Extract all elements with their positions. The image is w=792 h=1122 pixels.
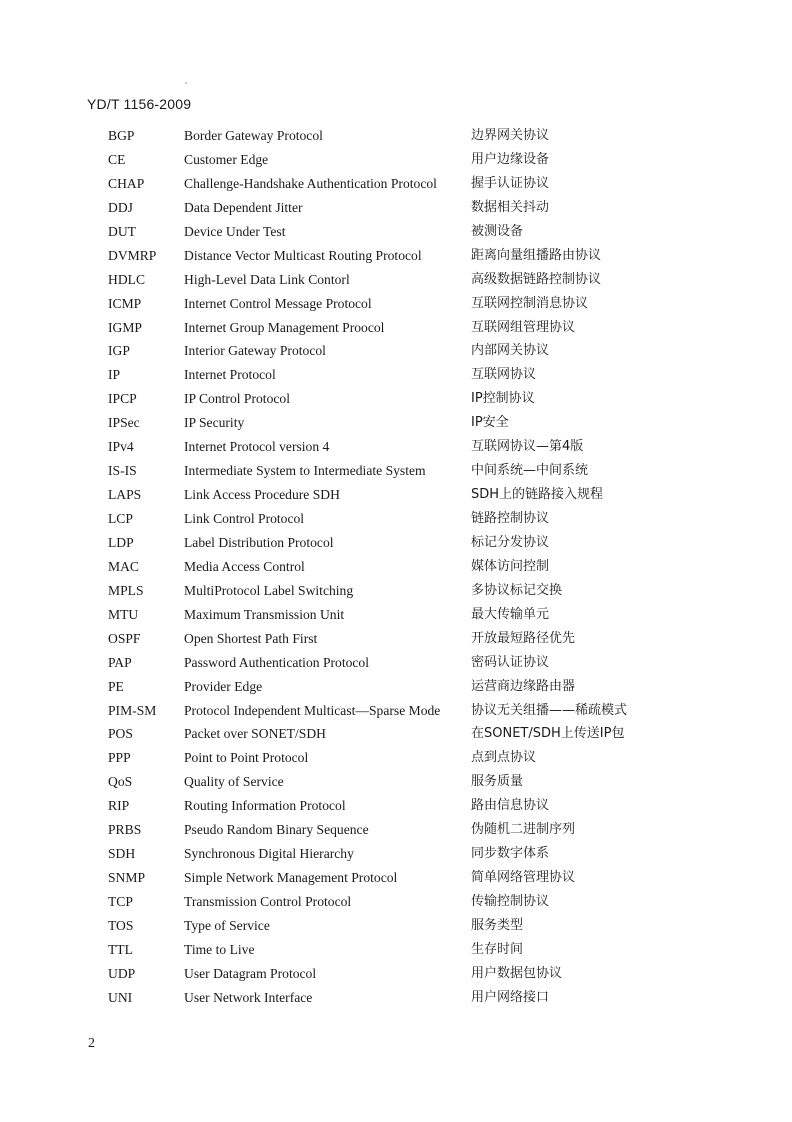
abbreviation-row [0,196,792,220]
abbreviation-row [0,746,792,770]
chinese-expansion: 边界网关协议 [471,128,550,143]
page-number: 2 [88,1036,95,1051]
abbreviation-row [0,316,792,340]
abbreviation-term: CHAP [108,175,145,191]
abbreviation-term: IGMP [108,319,142,335]
chinese-expansion: 简单网络管理协议 [471,870,576,886]
english-expansion: User Datagram Protocol [184,965,317,981]
chinese-expansion: 传输控制协议 [471,894,550,909]
abbreviation-term: CE [108,151,126,167]
english-expansion: Routing Information Protocol [184,798,346,814]
chinese-expansion: 点到点协议 [471,750,537,766]
abbreviation-row [0,507,792,531]
chinese-expansion: 数据相关抖动 [471,199,550,215]
abbreviation-term: LCP [108,511,133,526]
abbreviation-row [0,699,792,723]
abbreviation-row [0,387,792,411]
english-expansion: Internet Protocol [184,367,276,383]
chinese-expansion: 密码认证协议 [471,654,550,670]
abbreviation-term: DUT [108,223,136,239]
chinese-expansion: 互联网协议—第4版 [471,439,584,455]
abbreviation-row [0,818,792,842]
chinese-expansion: 在SONET/SDH上传送IP包 [471,726,625,742]
english-expansion: Internet Control Message Protocol [184,295,372,311]
english-expansion: Label Distribution Protocol [184,534,334,550]
chinese-expansion: 运营商边缘路由器 [471,678,576,694]
abbreviation-row [0,483,792,507]
chinese-expansion: 距离向量组播路由协议 [471,247,602,263]
english-expansion: Transmission Control Protocol [184,894,352,909]
abbreviation-row [0,339,792,363]
abbreviation-term: HDLC [108,271,146,287]
english-expansion: High-Level Data Link Contorl [184,271,350,287]
abbreviation-term: PPP [108,750,131,766]
english-expansion: Intermediate System to Intermediate System [184,463,426,479]
abbreviation-row [0,890,792,914]
english-expansion: Pseudo Random Binary Sequence [184,822,369,838]
abbreviation-term: BGP [108,128,135,143]
chinese-expansion: 媒体访问控制 [471,558,550,574]
abbreviation-row [0,292,792,316]
abbreviation-term: IPCP [108,391,137,407]
chinese-expansion: 服务类型 [471,917,524,933]
abbreviation-row [0,962,792,986]
abbreviation-row [0,555,792,579]
abbreviation-row [0,435,792,459]
abbreviation-row [0,579,792,603]
abbreviation-row [0,675,792,699]
abbreviation-term: UDP [108,965,136,981]
abbreviation-term: MTU [108,606,139,622]
chinese-expansion: 用户数据包协议 [471,965,563,981]
english-expansion: Distance Vector Multicast Routing Protocol [184,247,422,263]
english-expansion: Protocol Independent Multicast—Sparse Mode [184,702,441,718]
abbreviation-list [0,124,792,1010]
chinese-expansion: 最大传输单元 [471,606,550,622]
chinese-expansion: 互联网协议 [471,367,537,383]
abbreviation-row [0,914,792,938]
chinese-expansion: 开放最短路径优先 [471,630,576,646]
english-expansion: Time to Live [184,941,255,957]
english-expansion: Simple Network Management Protocol [184,870,398,886]
abbreviation-term: DDJ [108,199,133,215]
chinese-expansion: 高级数据链路控制协议 [471,271,602,287]
abbreviation-term: LDP [108,534,134,550]
abbreviation-term: QoS [108,774,133,790]
abbreviation-row [0,866,792,890]
chinese-expansion: 路由信息协议 [471,798,550,814]
abbreviation-term: DVMRP [108,247,157,263]
abbreviation-term: IS-IS [108,463,137,479]
english-expansion: Device Under Test [184,223,286,239]
abbreviation-term: POS [108,726,133,742]
abbreviation-term: SNMP [108,870,146,886]
abbreviation-row [0,148,792,172]
abbreviation-row [0,363,792,387]
english-expansion: Link Access Procedure SDH [184,487,340,503]
english-expansion: Packet over SONET/SDH [184,726,326,742]
abbreviation-term: ICMP [108,295,142,311]
abbreviation-term: IPSec [108,415,140,431]
abbreviation-row [0,651,792,675]
abbreviation-term: MPLS [108,582,144,598]
chinese-expansion: 多协议标记交换 [471,582,563,598]
english-expansion: Open Shortest Path First [184,630,318,646]
abbreviation-row [0,172,792,196]
abbreviation-term: PRBS [108,822,142,838]
abbreviation-row [0,794,792,818]
english-expansion: Interior Gateway Protocol [184,343,326,359]
abbreviation-term: TCP [108,894,133,909]
chinese-expansion: 同步数字体系 [471,846,550,862]
chinese-expansion: 被测设备 [471,223,524,239]
english-expansion: Point to Point Protocol [184,750,309,766]
english-expansion: Internet Group Management Proocol [184,319,385,335]
english-expansion: Link Control Protocol [184,511,305,526]
abbreviation-term: TTL [108,941,133,957]
abbreviation-term: IPv4 [108,439,134,455]
chinese-expansion: 用户边缘设备 [471,151,550,167]
english-expansion: Data Dependent Jitter [184,199,303,215]
english-expansion: IP Security [184,415,245,431]
abbreviation-row [0,220,792,244]
abbreviation-term: UNI [108,989,133,1005]
english-expansion: Synchronous Digital Hierarchy [184,846,354,862]
chinese-expansion: 互联网组管理协议 [471,319,576,335]
abbreviation-row [0,411,792,435]
abbreviation-term: SDH [108,846,136,862]
english-expansion: IP Control Protocol [184,391,290,407]
chinese-expansion: 握手认证协议 [471,175,550,191]
abbreviation-row [0,531,792,555]
abbreviation-row [0,627,792,651]
english-expansion: Challenge-Handshake Authentication Protocol [184,175,437,191]
chinese-expansion: 互联网控制消息协议 [471,295,589,311]
english-expansion: Media Access Control [184,558,305,574]
abbreviation-row [0,459,792,483]
english-expansion: Internet Protocol version 4 [184,439,330,455]
abbreviation-term: OSPF [108,630,141,646]
abbreviation-row [0,938,792,962]
abbreviation-row [0,124,792,148]
chinese-expansion: 用户网络接口 [471,989,550,1005]
abbreviation-term: TOS [108,917,134,933]
abbreviation-row [0,986,792,1010]
chinese-expansion: IP安全 [471,415,509,431]
english-expansion: Type of Service [184,917,270,933]
chinese-expansion: 内部网关协议 [471,343,550,359]
abbreviation-row [0,842,792,866]
abbreviation-term: IGP [108,343,130,359]
abbreviation-row [0,770,792,794]
english-expansion: User Network Interface [184,989,313,1005]
chinese-expansion: IP控制协议 [471,391,535,407]
chinese-expansion: 标记分发协议 [471,534,550,550]
abbreviation-term: IP [108,367,121,383]
scan-speck [185,82,187,84]
chinese-expansion: 生存时间 [471,941,524,957]
english-expansion: Customer Edge [184,151,269,167]
abbreviation-row [0,268,792,292]
standard-code-header: YD/T 1156-2009 [87,96,192,112]
abbreviation-term: PE [108,678,124,694]
chinese-expansion: 服务质量 [471,774,524,790]
abbreviation-term: PAP [108,654,132,670]
abbreviation-term: PIM-SM [108,702,157,718]
english-expansion: Maximum Transmission Unit [184,606,345,622]
chinese-expansion: 伪随机二进制序列 [471,822,576,838]
english-expansion: MultiProtocol Label Switching [184,582,354,598]
english-expansion: Password Authentication Protocol [184,654,370,670]
abbreviation-row [0,244,792,268]
abbreviation-term: RIP [108,798,130,814]
abbreviation-row [0,722,792,746]
chinese-expansion: 中间系统—中间系统 [471,463,589,479]
english-expansion: Border Gateway Protocol [184,128,323,143]
abbreviation-term: MAC [108,558,139,574]
english-expansion: Provider Edge [184,678,263,694]
chinese-expansion: SDH上的链路接入规程 [471,487,604,503]
chinese-expansion: 协议无关组播——稀疏模式 [471,702,628,718]
english-expansion: Quality of Service [184,774,284,790]
abbreviation-term: LAPS [108,487,142,503]
abbreviation-row [0,603,792,627]
chinese-expansion: 链路控制协议 [471,511,550,526]
